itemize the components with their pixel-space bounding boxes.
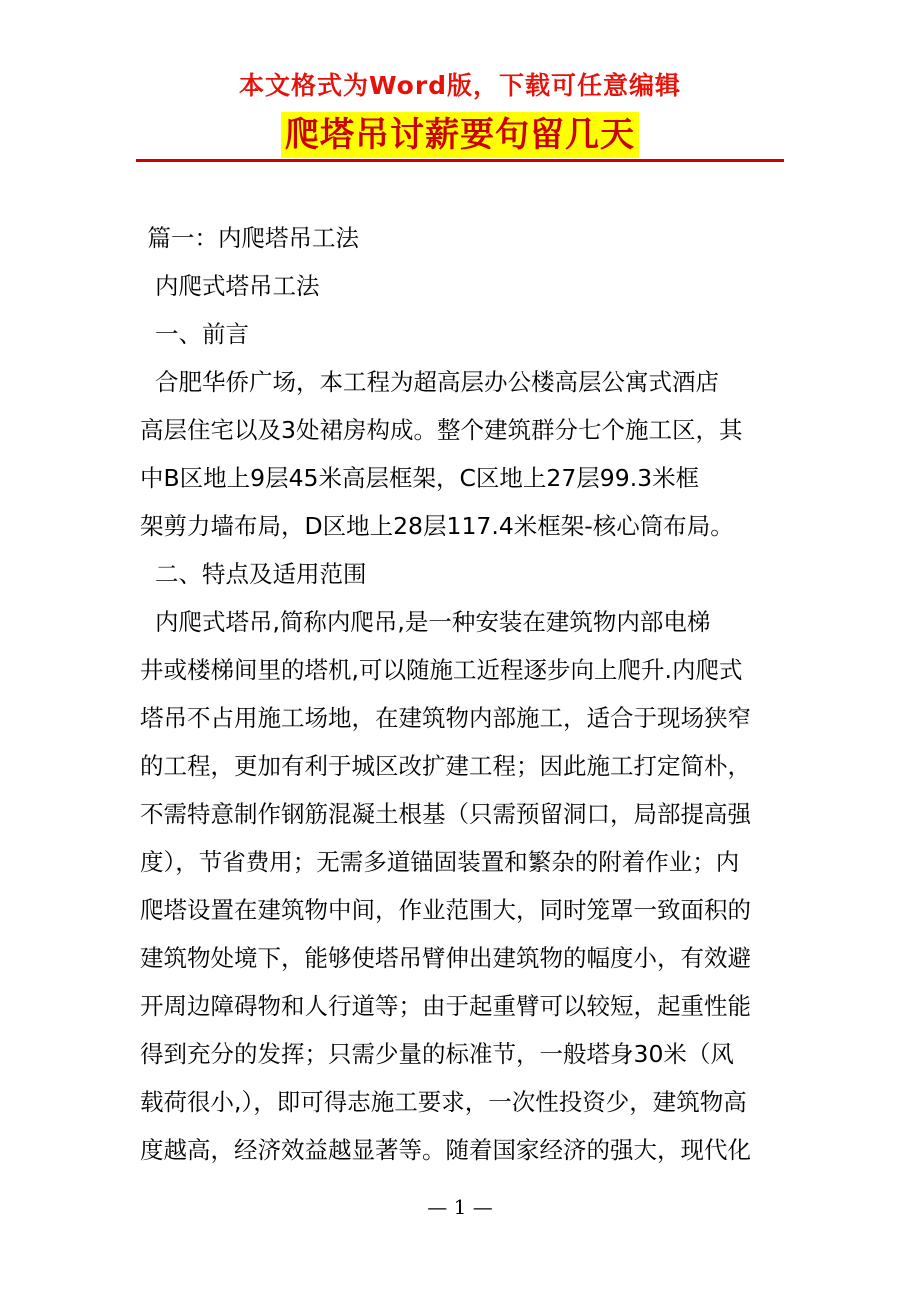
body-line: 内爬式塔吊,简称内爬吊,是一种安装在建筑物内部电梯 [140,608,711,636]
body-line: 的工程，更加有利于城区改扩建工程；因此施工打定简朴， [140,752,751,780]
body-line: 爬塔设置在建筑物中间，作业范围大，同时笼罩一致面积的 [140,896,751,924]
body-line: 篇一：内爬塔吊工法 [140,224,359,252]
body-line: 开周边障碍物和人行道等；由于起重臂可以较短，起重性能 [140,992,751,1020]
body-line: 一、前言 [140,320,249,348]
body-line: 载荷很小,），即可得志施工要求，一次性投资少，建筑物高 [140,1088,747,1116]
body-line: 内爬式塔吊工法 [140,272,320,300]
title-container [0,112,920,158]
body-line: 中B区地上9层45米高层框架，C区地上27层99.3米框 [140,464,700,492]
title-rule [136,159,784,162]
body-line: 得到充分的发挥；只需少量的标准节，一般塔身30米（风 [140,1040,734,1068]
body-line: 塔吊不占用施工场地，在建筑物内部施工，适合于现场狭窄 [140,704,751,732]
download-notice: 本文格式为Word版，下载可任意编辑 [238,71,682,100]
body-line: 度越高，经济效益越显著等。随着国家经济的强大，现代化 [140,1136,751,1164]
document-body [140,214,786,1174]
body-line: 度），节省费用；无需多道锚固装置和繁杂的附着作业；内 [140,848,740,876]
body-line: 架剪力墙布局，D区地上28层117.4米框架-核心筒布局。 [140,512,734,540]
body-line: 高层住宅以及3处裙房构成。整个建筑群分七个施工区，其 [140,416,743,444]
body-line: 合肥华侨广场，本工程为超高层办公楼高层公寓式酒店 [140,368,719,396]
body-line: 二、特点及适用范围 [140,560,367,588]
body-line: 建筑物处境下，能够使塔吊臂伸出建筑物的幅度小，有效避 [140,944,751,972]
document-title: 爬塔吊讨薪要句留几天 [281,112,639,158]
page-number: — 1 — [427,1195,493,1219]
body-line: 不需特意制作钢筋混凝土根基（只需预留洞口，局部提高强 [140,800,751,828]
body-line: 井或楼梯间里的塔机,可以随施工近程逐步向上爬升.内爬式 [140,656,743,684]
